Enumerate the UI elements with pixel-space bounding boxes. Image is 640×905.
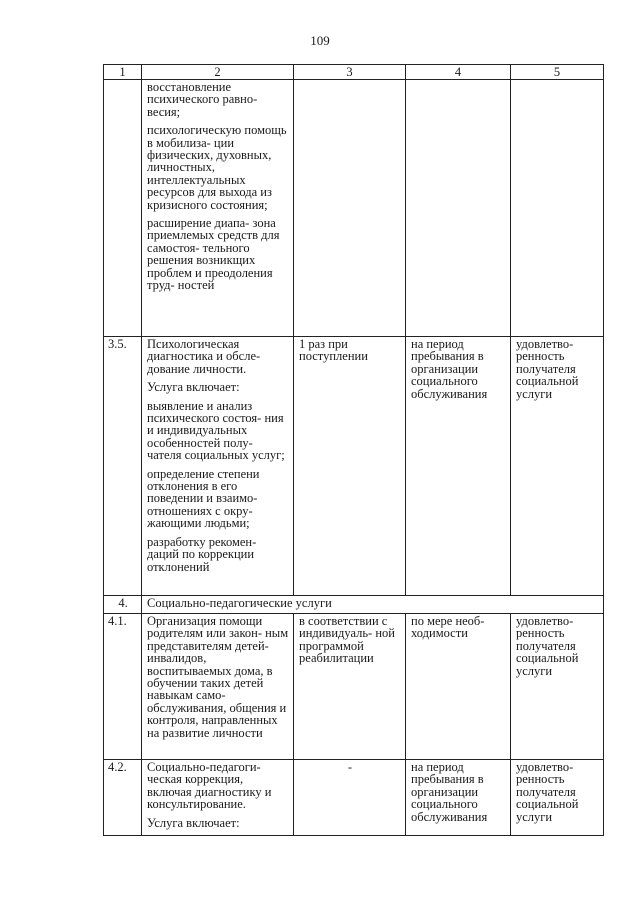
column-header: 2	[142, 65, 294, 80]
column-header: 1	[104, 65, 142, 80]
service-description	[142, 80, 294, 337]
page-number: 109	[310, 33, 330, 48]
table-row	[104, 337, 604, 596]
service-paragraph: психологическую помощь в мобилиза- ции физических, духовных, личностных, интеллектуальных ресурсов для выхода из кризисного состояния;	[147, 123, 287, 212]
services-table	[103, 64, 604, 836]
service-paragraph: разработку рекомен- даций по коррекции отклонений	[147, 534, 257, 574]
result-cell	[511, 80, 604, 337]
column-header: 4	[406, 65, 511, 80]
section-row	[104, 596, 604, 614]
section-number: 4.	[104, 596, 142, 614]
service-description	[142, 614, 294, 760]
service-description	[142, 337, 294, 596]
period-cell: по мере необ- ходимости	[406, 614, 511, 760]
table-row	[104, 760, 604, 836]
result-cell: удовлетво- ренность получателя социальной услуги	[511, 614, 604, 760]
service-paragraph: Организация помощи родителям или закон- ным представителям детей-инвалидов, воспитываемых дома, в обучении таких детей навыкам само- обслуживания, общения и контроля, направленных на развитие личности	[147, 614, 289, 740]
period-cell: на период пребывания в организации социального обслуживания	[406, 337, 511, 596]
result-cell: удовлетво- ренность получателя социальной услуги	[511, 337, 604, 596]
period-cell: на период пребывания в организации социального обслуживания	[406, 760, 511, 836]
service-paragraph: Услуга включает:	[147, 380, 240, 395]
row-number	[104, 80, 142, 337]
service-paragraph: расширение диапа- зона приемлемых средств для самостоя- тельного решения возникщих проблем и преодоления труд- ностей	[147, 216, 280, 293]
frequency-cell	[294, 80, 406, 337]
frequency-cell: -	[294, 760, 406, 836]
service-paragraph: Психологическая диагностика и обсле- дование личности.	[147, 337, 261, 376]
row-number: 3.5.	[104, 337, 142, 596]
frequency-cell: в соответствии с индивидуаль- ной программой реабилитации	[294, 614, 406, 760]
column-header: 5	[511, 65, 604, 80]
result-cell: удовлетво- ренность получателя социальной услуги	[511, 760, 604, 836]
row-number: 4.2.	[104, 760, 142, 836]
column-header: 3	[294, 65, 406, 80]
service-paragraph: Услуга включает:	[147, 815, 240, 830]
table-row	[104, 80, 604, 337]
service-paragraph: выявление и анализ психического состоя- ния и индивидуальных особенностей полу- чателя социальных услуг;	[147, 398, 285, 463]
service-description	[142, 760, 294, 836]
service-paragraph: Социально-педагоги- ческая коррекция, включая диагностику и консультирование.	[147, 760, 272, 812]
table-row	[104, 614, 604, 760]
row-number: 4.1.	[104, 614, 142, 760]
section-title: Социально-педагогические услуги	[142, 596, 604, 614]
period-cell	[406, 80, 511, 337]
frequency-cell: 1 раз при поступлении	[294, 337, 406, 596]
table-header-row	[104, 65, 604, 80]
service-paragraph: восстановление психического равно- весия;	[147, 80, 258, 119]
service-paragraph: определение степени отклонения в его поведении и взаимо- отношениях с окру- жающими людьми;	[147, 466, 260, 531]
